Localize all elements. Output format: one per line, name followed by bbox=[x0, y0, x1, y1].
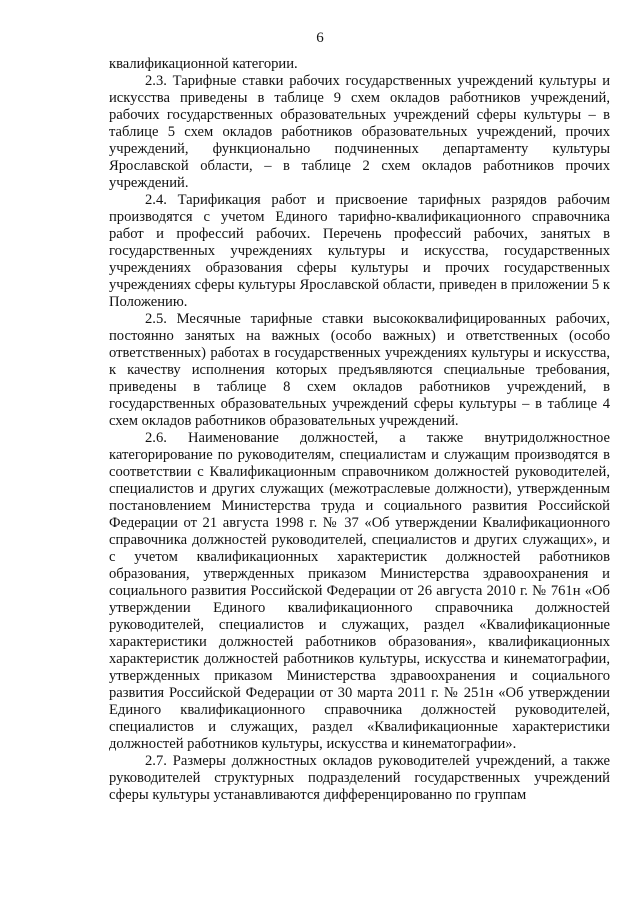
paragraph-2-6: 2.6. Наименование должностей, а также внутридолжностное категорирование по руководителям, специалистам и служащим производятся в соответствии с Квалификационным справочником должностей руководителей, специалистов и других служащих (межотраслевые должности), утвержденным постановлением Министерства труда и социального развития Российской Федерации от 21 августа 1998 г. № 37 «Об утверждении Квалификационного справочника должностей руководителей, специалистов и других служащих», и с учетом квалификационных характеристик должностей работников образования, утвержденных приказом Министерства здравоохранения и социального развития Российской Федерации от 26 августа 2010 г. № 761н «Об утверждении Единого квалификационного справочника должностей руководителей, специалистов и служащих, раздел «Квалификационные характеристики должностей работников образования», квалификационных характеристик должностей работников культуры, искусства и кинематографии, утвержденных приказом Министерства здравоохранения и социального развития Российской Федерации от 30 марта 2011 г. № 251н «Об утверждении Единого квалификационного справочника должностей руководителей, специалистов и служащих, раздел «Квалификационные характеристики должностей работников культуры, искусства и кинематографии». bbox=[109, 430, 610, 752]
paragraph-2-7: 2.7. Размеры должностных окладов руководителей учреждений, а также руководителей структурных подразделений государственных учреждений сферы культуры устанавливаются дифференцированно по группам bbox=[109, 753, 610, 803]
document-body bbox=[109, 56, 610, 804]
paragraph-2-3: 2.3. Тарифные ставки рабочих государственных учреждений культуры и искусства приведены в таблице 9 схем окладов работников учреждений, рабочих государственных образовательных учреждений сферы культуры – в таблице 5 схем окладов работников образовательных учреждений, прочих учреждений, функционально подчиненных департаменту культуры Ярославской области, – в таблице 2 схем окладов работников прочих учреждений. bbox=[109, 73, 610, 191]
paragraph-continuation: квалификационной категории. bbox=[109, 56, 298, 72]
page-number: 6 bbox=[316, 30, 324, 46]
paragraph-2-4: 2.4. Тарификация работ и присвоение тарифных разрядов рабочим производятся с учетом Единого тарифно-квалификационного справочника работ и профессий рабочих. Перечень профессий рабочих, занятых в государственных учреждениях культуры и искусства, государственных учреждениях образования сферы культуры и прочих государственных учреждениях сферы культуры Ярославской области, приведен в приложении 5 к Положению. bbox=[109, 192, 610, 310]
paragraph-2-5: 2.5. Месячные тарифные ставки высококвалифицированных рабочих, постоянно занятых на важных (особо важных) и ответственных (особо ответственных) работах в государственных учреждениях культуры и искусства, к качеству исполнения которых предъявляются специальные требования, приведены в таблице 8 схем окладов работников учреждений, в государственных образовательных учреждений сферы культуры – в таблице 4 схем окладов работников образовательных учреждений. bbox=[109, 311, 610, 429]
